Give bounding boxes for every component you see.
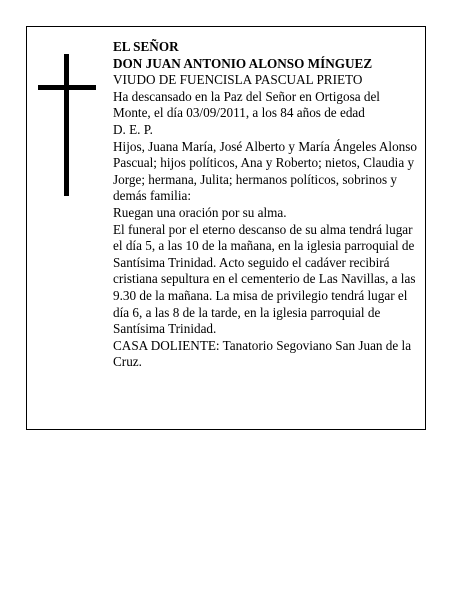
widower-of-line: VIUDO DE FUENCISLA PASCUAL PRIETO	[113, 72, 363, 88]
death-statement: Ha descansado en la Paz del Señor en Ortigosa del Monte, el día 03/09/2011, a los 84 años de edad	[113, 88, 380, 121]
mourning-house: CASA DOLIENTE: Tanatorio Segoviano San Juan de la Cruz.	[113, 337, 412, 370]
cross-icon	[38, 54, 96, 196]
cross-vertical-bar	[64, 54, 69, 196]
family-list: Hijos, Juana María, José Alberto y María Ángeles Alonso Pascual; hijos políticos, Ana y Roberto; nietos, Claudia y Jorge; hermana, Julita; hermanos políticos, sobrinos y demás familia:	[113, 138, 417, 204]
rip-line: D. E. P.	[113, 121, 153, 137]
obituary-text	[113, 39, 417, 371]
notice-header: EL SEÑOR	[113, 39, 179, 54]
prayer-request: Ruegan una oración por su alma.	[113, 204, 287, 220]
cross-horizontal-bar	[38, 85, 96, 90]
funeral-details: El funeral por el eterno descanso de su alma tendrá lugar el día 5, a las 10 de la mañana, en la iglesia parroquial de Santísima Trinidad. Acto seguido el cadáver recibirá cristiana sepultura en el cementerio de Las Navillas, a las 9.30 de la mañana. La misa de privilegio tendrá lugar el día 6, a las 8 de la tarde, en la iglesia parroquial de Santísima Trinidad.	[113, 221, 416, 337]
deceased-name: DON JUAN ANTONIO ALONSO MÍNGUEZ	[113, 55, 373, 71]
